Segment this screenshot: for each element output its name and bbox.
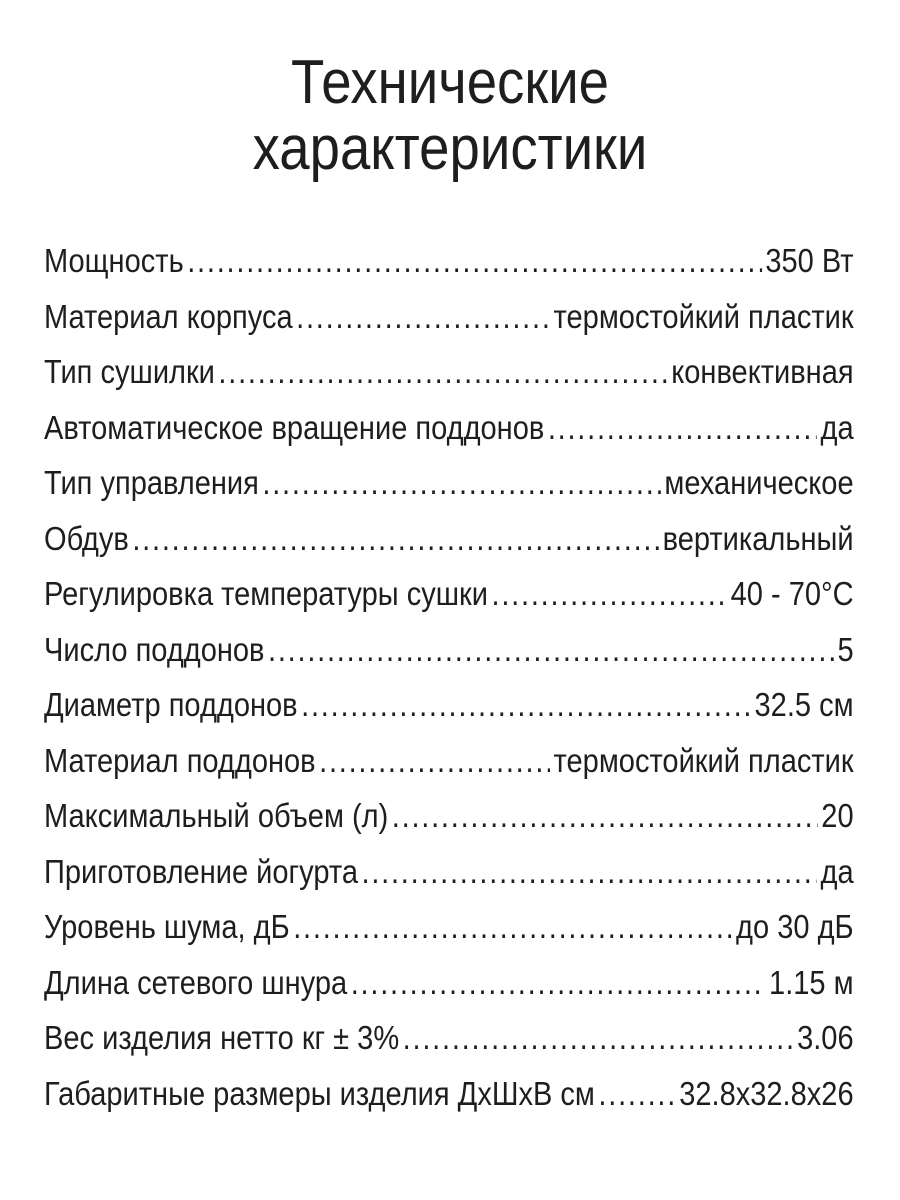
spec-value: механическое [664, 464, 854, 501]
spec-row-yogurt [44, 844, 854, 900]
spec-row-airflow [44, 511, 854, 567]
spec-label: Материал корпуса [44, 297, 293, 335]
spec-row-power [44, 233, 854, 289]
page-title [54, 50, 846, 182]
spec-label: Максимальный объем (л) [44, 797, 389, 834]
spec-row-body-material [44, 289, 854, 345]
spec-label: Уровень шума, дБ [44, 908, 290, 945]
title-line-2: характеристики [252, 114, 648, 183]
spec-value: 40 - 70°С [730, 575, 854, 612]
dot-leader [301, 677, 751, 733]
spec-value: термостойкий пластик [553, 297, 854, 335]
spec-value: термостойкий пластик [553, 741, 854, 779]
spec-value: до 30 дБ [736, 908, 854, 945]
spec-value: 20 [821, 797, 854, 834]
spec-label: Мощность [44, 242, 184, 279]
spec-row-max-volume [44, 788, 854, 844]
spec-row-auto-rotation [44, 400, 854, 456]
spec-row-tray-count [44, 622, 854, 678]
dot-leader [187, 233, 762, 289]
spec-value: 32.5 см [754, 686, 854, 723]
spec-label: Материал поддонов [44, 741, 316, 779]
spec-value: 3.06 [797, 1019, 854, 1056]
spec-row-noise-level [44, 899, 854, 955]
dot-leader [392, 788, 818, 844]
spec-value: 1.15 м [769, 963, 854, 1001]
spec-row-dimensions [44, 1066, 854, 1122]
dot-leader [293, 899, 732, 955]
spec-row-dryer-type [44, 344, 854, 400]
spec-row-cord-length [44, 955, 854, 1011]
spec-value: 32.8х32.8х26 [679, 1074, 854, 1112]
spec-label: Вес изделия нетто кг ± 3% [44, 1019, 400, 1056]
spec-row-tray-diameter [44, 677, 854, 733]
spec-label: Автоматическое вращение поддонов [44, 408, 545, 446]
spec-label: Тип сушилки [44, 353, 215, 390]
dot-leader [132, 511, 659, 567]
dot-leader [548, 400, 817, 456]
title-line-1: Технические [290, 48, 610, 117]
dot-leader [268, 622, 834, 678]
spec-label: Диаметр поддонов [44, 686, 298, 723]
spec-label: Длина сетевого шнура [44, 963, 348, 1001]
dot-leader [492, 566, 728, 622]
spec-value: да [820, 852, 854, 890]
dot-leader [598, 1066, 675, 1122]
dot-leader [218, 344, 667, 400]
spec-label: Приготовление йогурта [44, 852, 358, 890]
dot-leader [351, 955, 766, 1011]
dot-leader [361, 844, 816, 900]
spec-label: Регулировка температуры сушки [44, 575, 488, 612]
dot-leader [262, 455, 660, 511]
spec-value: да [820, 408, 854, 446]
spec-row-control-type [44, 455, 854, 511]
spec-label: Обдув [44, 519, 129, 557]
spec-label: Габаритные размеры изделия ДхШхВ см [44, 1074, 595, 1112]
spec-value: вертикальный [662, 519, 854, 557]
spec-value: 5 [837, 630, 854, 668]
dot-leader [403, 1010, 794, 1066]
dot-leader [296, 289, 550, 345]
dot-leader [319, 733, 550, 789]
spec-row-net-weight [44, 1010, 854, 1066]
spec-value: конвективная [671, 353, 854, 390]
spec-row-temperature [44, 566, 854, 622]
spec-list [44, 233, 854, 1121]
spec-label: Число поддонов [44, 630, 265, 668]
spec-row-tray-material [44, 733, 854, 789]
spec-label: Тип управления [44, 464, 259, 501]
spec-value: 350 Вт [765, 242, 854, 279]
